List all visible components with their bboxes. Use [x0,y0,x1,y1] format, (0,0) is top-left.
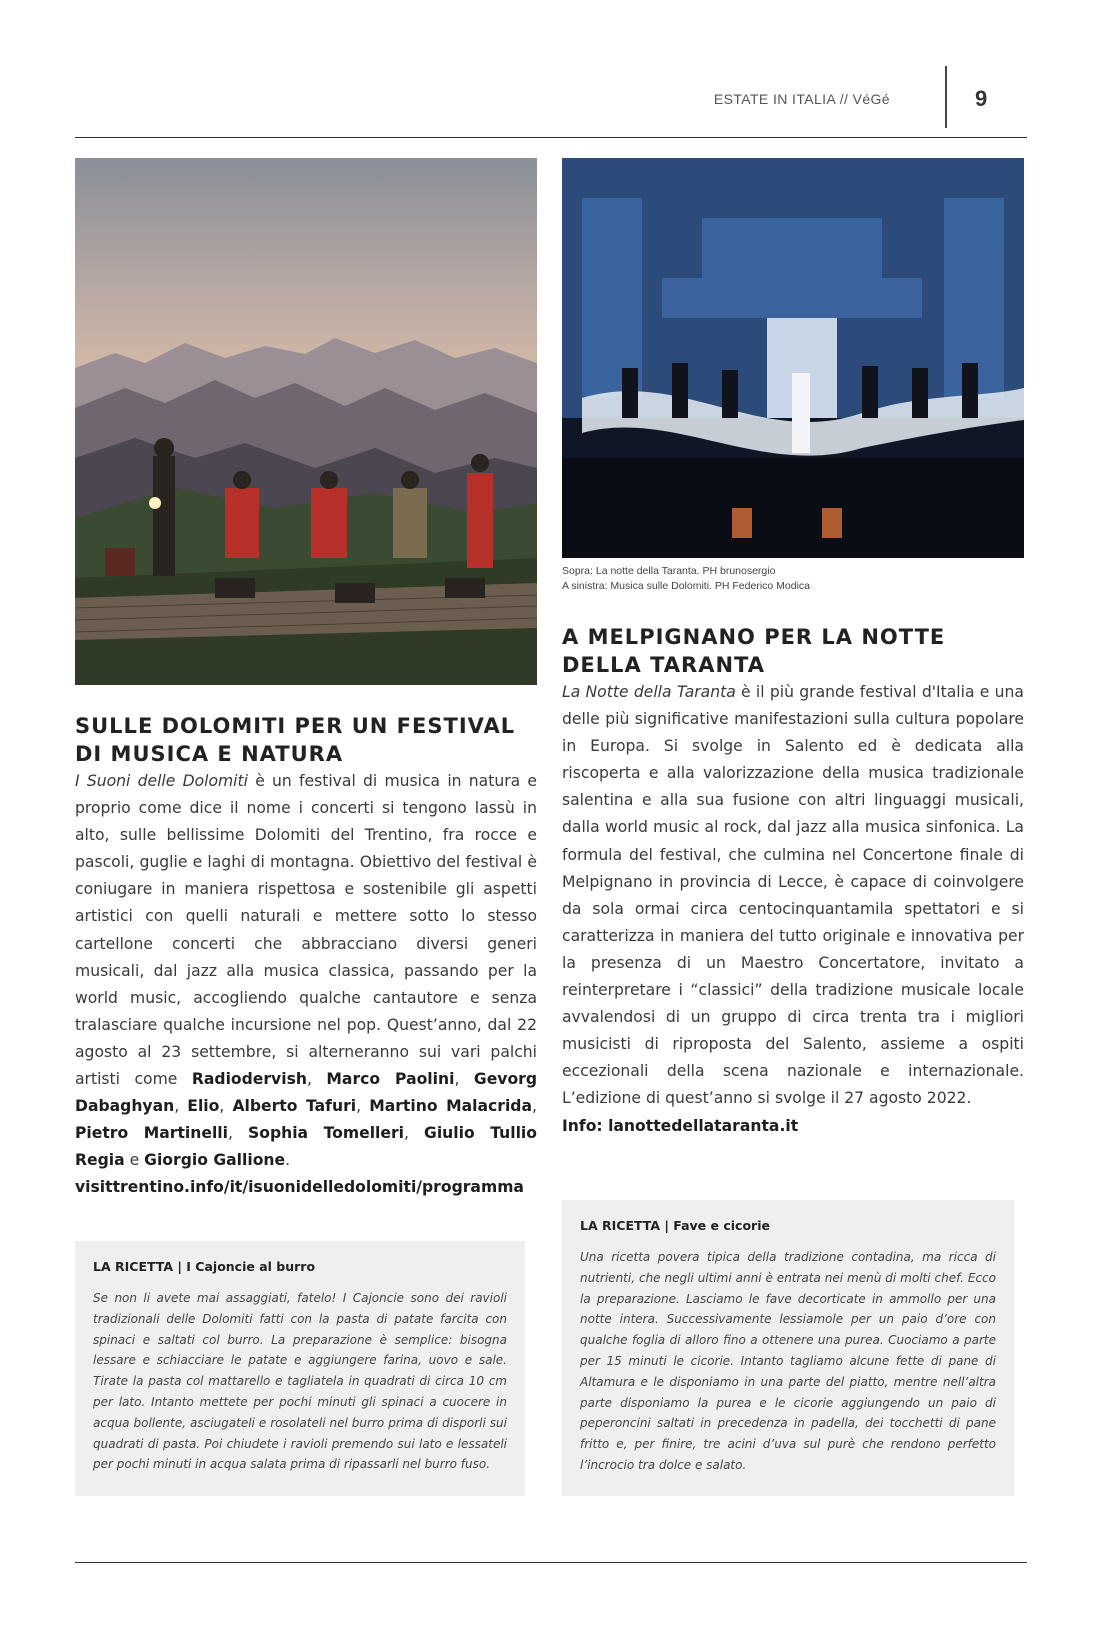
taranta-body [562,679,1024,1140]
running-title: ESTATE IN ITALIA // VéGé [713,91,890,107]
separator: , [454,1070,474,1089]
dolomiti-title-line-2: DI MUSICA E NATURA [75,742,344,766]
dolomiti-body [75,768,537,1202]
artist-name: Marco Paolini [326,1070,455,1089]
bottom-rule [75,1562,1027,1563]
top-rule [75,137,1027,138]
dolomiti-title [75,712,537,768]
artist-name: Sophia Tomelleri [248,1124,405,1143]
photo-caption [562,564,810,594]
caption-line-1: Sopra: La notte della Taranta. PH brunosergio [562,565,776,577]
header-divider [945,66,947,128]
recipe-box-fave-cicorie [562,1200,1014,1496]
separator: e [124,1151,145,1170]
artist-name: Giorgio Gallione [144,1151,286,1170]
dolomiti-title-line-1: SULLE DOLOMITI PER UN FESTIVAL [75,714,516,738]
separator: , [404,1124,425,1143]
recipe-title: LA RICETTA | I Cajoncie al burro [93,1259,316,1274]
artist-name: Radiodervish [191,1070,307,1089]
dolomiti-program-link[interactable]: visittrentino.info/it/isuonidelledolomiti/programma [75,1178,524,1197]
recipe-box-cajoncie [75,1241,525,1496]
artist-name: Alberto Tafuri [232,1097,357,1116]
taranta-title-line-1: A MELPIGNANO PER LA NOTTE [562,625,946,649]
separator: , [227,1124,248,1143]
separator: , [532,1097,537,1116]
artist-name: Elio [187,1097,220,1116]
recipe-text: Una ricetta povera tipica della tradizione contadina, ma ricca di nutrienti, che negli ultimi anni è entrata nei menù di molti chef. Ecco la preparazione. Lasciamo le fave decorticate in ammollo per una notte intera. Successivamente lessiamole per un paio d’ore con qualche foglia di alloro fino a ottenere una purea. Cuociamo a parte per 15 minuti le cicorie. Intanto tagliamo alcune fette di pane di Altamura e le disponiamo in una parte del piatto, mentre nell’altra parte disponiamo la purea e le cicorie aggiungendo un paio di peperoncini saltati in precedenza in padella, dei tocchetti di pane fritto e, per finire, tre acini d’uva sul purè che rendono perfetto l’incrocio tra dolce e salato. [580,1250,996,1472]
taranta-info-link[interactable]: Info: lanottedellataranta.it [562,1116,799,1135]
taranta-body-text: è il più grande festival d'Italia e una delle più significative manifestazioni sulla cultura popolare in Europa. Si svolge in Salento ed è dedicata alla riscoperta e alla valorizzazione della musica tradizionale salentina e alla sua fusione con altri linguaggi musicali, dalla world music al rock, dal jazz alla musica sinfonica. La formula del festival, che culmina nel Concertone finale di Melpignano in provincia di Lecce, è capace di coinvolgere da sola ormai circa centocinquantamila spettatori e si caratterizza in maniera del tutto originale e innovativa per la presenza di un Maestro Concertatore, invitato a reinterpretare i “classici” della tradizione musicale locale avvalendosi di un gruppo di circa trenta tra i migliori musicisti di riproposta del Salento, assieme a ospiti eccezionali della scena nazionale e internazionale. L’edizione di quest’anno si svolge il 27 agosto 2022. [562,683,1024,1108]
taranta-title-line-2: DELLA TARANTA [562,653,765,677]
separator: . [285,1151,291,1170]
separator: , [306,1070,327,1089]
separator: , [219,1097,233,1116]
taranta-title [562,623,1024,679]
dolomiti-concert-photo [75,158,537,685]
recipe-title: LA RICETTA | Fave e cicorie [580,1218,770,1233]
separator: , [356,1097,370,1116]
taranta-festival-name: La Notte della Taranta [562,683,736,701]
separator: , [174,1097,188,1116]
caption-line-2: A sinistra: Musica sulle Dolomiti. PH Federico Modica [562,580,811,592]
recipe-text: Se non li avete mai assaggiati, fatelo! I Cajoncie sono dei ravioli tradizionali delle Dolomiti fatti con la pasta di patate farcita con spinaci e saltati col burro. La preparazione è semplice: bisogna lessare e schiacciare le patate e aggiungere farina, uovo e sale. Tirate la pasta col mattarello e tagliatela in quadrati di circa 10 cm per lato. Intanto mettete per pochi minuti gli spinaci a cuocere in acqua bollente, asciugateli e rosolateli nel burro prima di disporli sui quadrati di pasta. Poi chiudete i ravioli premendo sui lato e lessateli per pochi minuti in acqua salata prima di ripassarli nel burro fuso. [93,1291,507,1472]
artist-name: Gevorg Dabaghyan [75,1070,538,1116]
artist-name: Martino Malacrida [369,1097,532,1116]
dolomiti-festival-name: I Suoni delle Dolomiti [75,772,248,790]
taranta-stage-photo [562,158,1024,558]
page-number: 9 [975,86,988,111]
dolomiti-body-text: è un festival di musica in natura e proprio come dice il nome i concerti si tengono lassù in alto, sulle bellissime Dolomiti del Trentino, fra rocce e pascoli, guglie e laghi di montagna. Obiettivo del festival è coniugare in maniera rispettosa e sostenibile gli aspetti artistici con quelli naturali e mettere sotto lo stesso cartellone concerti che abbracciano diversi generi musicali, dal jazz alla musica classica, passando per la world music, accogliendo qualche cantautore e senza tralasciare qualche incursione nel pop. Quest’anno, dal 22 agosto al 23 settembre, si alterneranno sui vari palchi artisti come [75,772,538,1089]
artist-name: Pietro Martinelli [75,1124,228,1143]
artist-name: Giulio Tullio Regia [75,1124,537,1170]
